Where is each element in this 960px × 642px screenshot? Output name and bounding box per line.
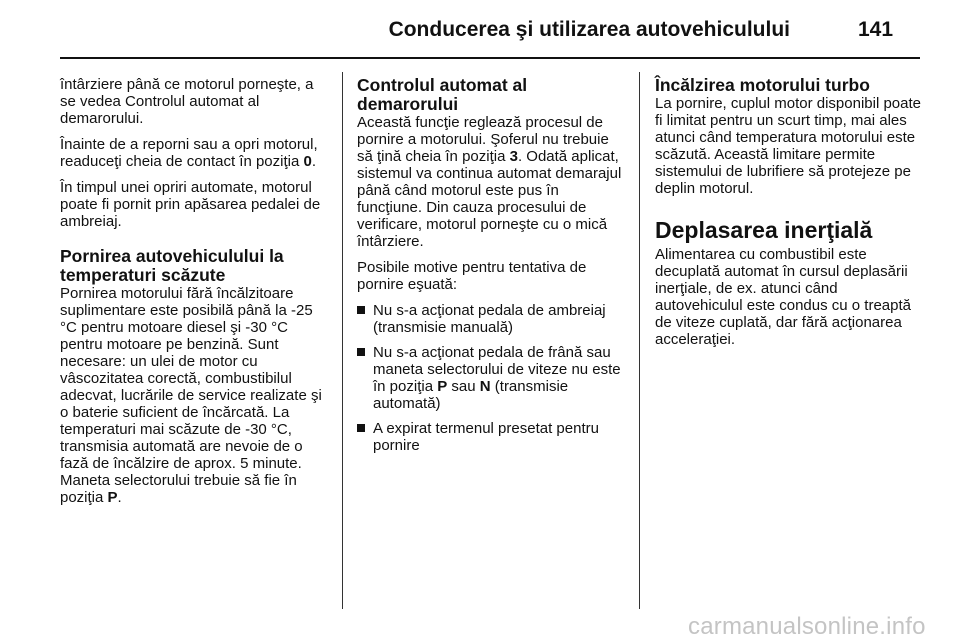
column-middle: [357, 76, 627, 462]
text: Această funcţie reglează procesul de pornire a motorului. Şoferul nu trebuie să ţină cheia în poziţia: [357, 114, 609, 165]
section-heading: Pornirea autovehiculului la temperaturi scăzute: [60, 246, 284, 285]
text: . Odată aplicat, sistemul va continua automat demarajul până când motorul este pus în funcţiune. Din cauza procesului de verificare, motorul porneşte cu o mică întârziere.: [357, 148, 622, 250]
bullet-square-icon: [357, 348, 365, 356]
paragraph: întârziere până ce motorul porneşte, a se vedea Controlul automat al demarorului.: [60, 76, 314, 127]
column-divider: [342, 72, 343, 609]
list-item: [357, 302, 627, 336]
text: A expirat termenul presetat pentru pornire: [373, 420, 599, 454]
text: .: [117, 489, 122, 506]
watermark: carmanualsonline.info: [688, 613, 926, 640]
paragraph: La pornire, cuplul motor disponibil poate fi limitat pentru un scurt timp, mai ales atunci când temperatura motorului este scăzută. Această limitare permite sistemului de lubrifiere să protejeze pe deplin motorul.: [655, 95, 921, 197]
column-left: [60, 76, 330, 515]
text: .: [311, 153, 317, 170]
column-right: [655, 76, 925, 357]
selector-position: P: [107, 489, 118, 506]
paragraph: [60, 285, 330, 506]
text: sau: [447, 378, 480, 395]
text: (transmisie automată): [373, 378, 569, 412]
paragraph: În timpul unei opriri automate, motorul poate fi pornit prin apăsarea pedalei de ambreiaj.: [60, 179, 321, 230]
paragraph: [60, 136, 330, 170]
section-heading: Controlul automat al demarorului: [357, 75, 528, 114]
chapter-heading: Deplasarea inerţială: [655, 217, 873, 243]
list-item: [357, 420, 627, 454]
text: Nu s-a acţionat pedala de frână sau maneta selectorului de viteze nu este în poziţia: [373, 344, 621, 395]
paragraph: [357, 114, 627, 250]
selector-position: N: [479, 378, 491, 395]
key-position: 3: [509, 148, 518, 165]
text: Nu s-a acţionat pedala de ambreiaj (transmisie manuală): [373, 302, 606, 336]
page-title: Conducerea şi utilizarea autovehiculului: [388, 18, 790, 41]
paragraph: Alimentarea cu combustibil este decuplată automat în cursul deplasării inerţiale, de ex. atunci când autovehiculul este condus cu o treaptă de viteze cuplată, dar fără acţionarea acceleraţiei.: [655, 246, 912, 348]
key-position: 0: [303, 153, 312, 170]
paragraph: Posibile motive pentru tentativa de pornire eşuată:: [357, 259, 587, 293]
bullet-square-icon: [357, 424, 365, 432]
reason-list: [357, 302, 627, 454]
column-divider: [639, 72, 640, 609]
bullet-square-icon: [357, 306, 365, 314]
page-number: 141: [858, 18, 894, 41]
text: Înainte de a reporni sau a opri motorul, readuceţi cheia de contact în poziţia: [60, 136, 318, 170]
header-rule: [60, 57, 920, 59]
section-heading: Încălzirea motorului turbo: [655, 75, 870, 95]
text: Pornirea motorului fără încălzitoare suplimentare este posibilă până la -25 °C pentru motoare diesel şi -30 °C pentru motoare pe benzină. Sunt necesare: un ulei de motor cu vâscozitatea corectă, combustibilul adecvat, lucrările de service realizate şi o baterie suficient de încărcată. La temperaturi mai scăzute de -30 °C, transmisia automată are nevoie de o fază de încălzire de aprox. 5 minute. Maneta selectorului trebuie să fie în poziţia: [60, 285, 322, 506]
selector-position: P: [437, 378, 448, 395]
list-item: [357, 344, 627, 412]
